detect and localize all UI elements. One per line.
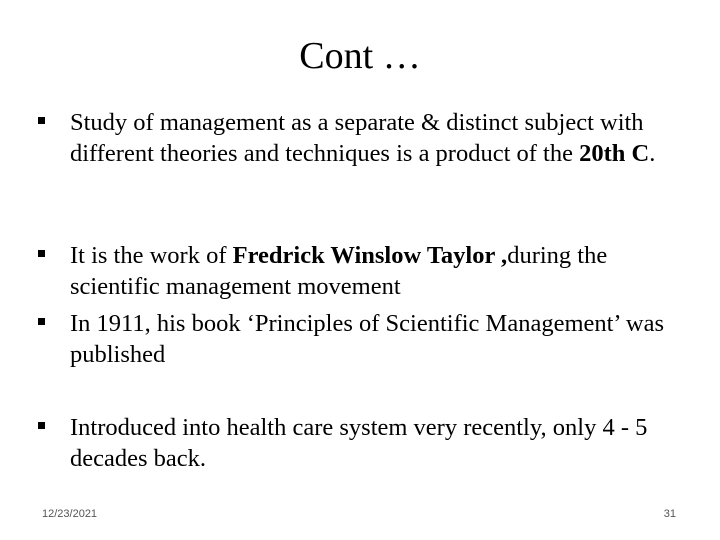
bullet-square-icon: [38, 117, 45, 124]
slide-title: Cont …: [299, 35, 421, 77]
bullet-text: It is the work of Fredrick Winslow Taylor ,during the scientific management movement: [70, 242, 608, 300]
bullet-text: Introduced into health care system very recently, only 4 - 5 decades back.: [70, 414, 648, 472]
bullet-item-2: [38, 240, 678, 302]
bullet-text: Study of management as a separate & distinct subject with different theories and techniques is a product of the 20th C.: [70, 109, 656, 167]
bullet-square-icon: [38, 318, 45, 325]
bullet-square-icon: [38, 422, 45, 429]
footer-page-number: 31: [663, 508, 676, 520]
bullet-item-4: [38, 412, 678, 474]
bullet-text: In 1911, his book ‘Principles of Scientific Management’ was published: [70, 310, 664, 368]
footer-date: 12/23/2021: [42, 508, 98, 520]
bullet-square-icon: [38, 250, 45, 257]
bullet-item-3: [38, 308, 678, 370]
bullet-item-1: [38, 107, 678, 169]
